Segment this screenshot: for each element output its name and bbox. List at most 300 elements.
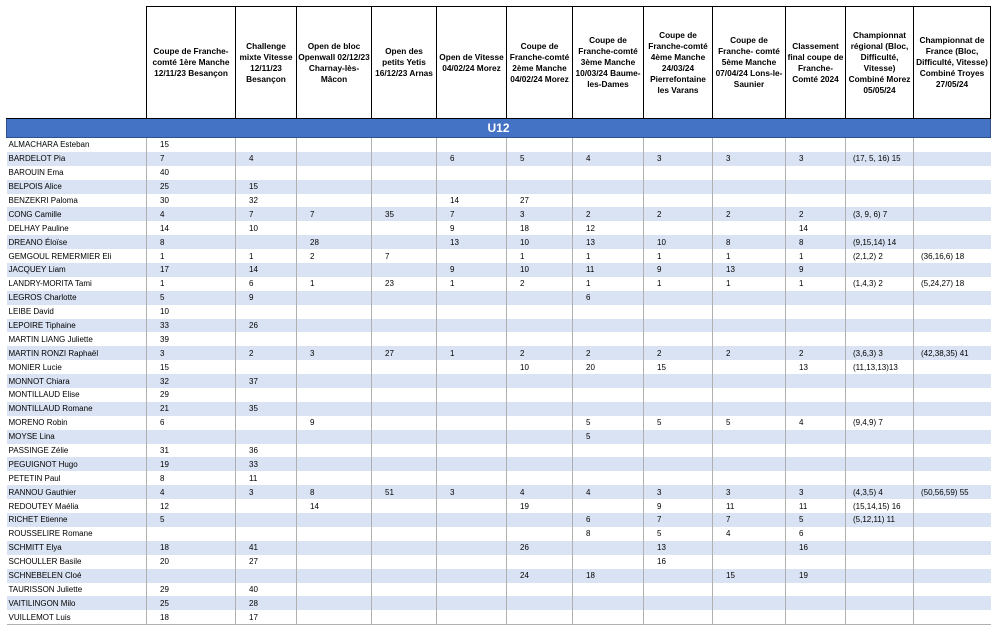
result-cell [236,569,297,583]
result-cell [507,555,573,569]
result-cell [507,319,573,333]
result-cell [644,221,713,235]
athlete-name-cell: DELHAY Pauline [7,221,147,235]
athlete-name-cell: LANDRY-MORITA Tami [7,277,147,291]
result-cell [713,305,786,319]
result-cell: (9,4,9) 7 [846,416,914,430]
result-cell [644,388,713,402]
result-cell: 3 [786,485,846,499]
result-cell: 6 [437,152,507,166]
result-cell [786,555,846,569]
result-cell [914,207,991,221]
athlete-name-cell: MOYSE Lina [7,430,147,444]
result-cell: 23 [372,277,437,291]
athlete-row [7,332,991,346]
result-cell: 14 [147,221,236,235]
result-cell [846,194,914,208]
result-cell: 40 [147,166,236,180]
column-header: Coupe de Franche-comté 3ème Manche 10/03/24 Baume-les-Dames [573,7,644,119]
result-cell [573,471,644,485]
result-cell: 2 [507,277,573,291]
result-cell: 19 [507,499,573,513]
result-cell [236,138,297,152]
result-cell [437,430,507,444]
result-cell: 1 [507,249,573,263]
result-cell [914,305,991,319]
result-cell [507,374,573,388]
result-cell: 5 [644,527,713,541]
result-cell: (4,3,5) 4 [846,485,914,499]
result-cell [644,194,713,208]
result-cell [437,180,507,194]
result-cell: 15 [713,569,786,583]
result-cell [713,457,786,471]
result-cell [236,360,297,374]
athlete-name-cell: ALMACHARA Esteban [7,138,147,152]
result-cell [573,583,644,597]
result-cell [437,596,507,610]
result-cell [846,374,914,388]
result-cell [507,305,573,319]
result-cell [147,569,236,583]
result-cell [236,305,297,319]
result-cell: 29 [147,388,236,402]
result-cell: 10 [147,305,236,319]
result-cell [437,541,507,555]
result-cell [914,457,991,471]
result-cell [437,513,507,527]
result-cell: 32 [147,374,236,388]
athlete-row [7,457,991,471]
result-cell [507,596,573,610]
result-cell [713,332,786,346]
result-cell [573,457,644,471]
result-cell [644,471,713,485]
result-cell [437,305,507,319]
result-cell: 8 [297,485,372,499]
result-cell: 7 [297,207,372,221]
result-cell: 3 [147,346,236,360]
athlete-name-cell: VUILLEMOT Luis [7,610,147,624]
result-cell: (5,24,27) 18 [914,277,991,291]
athlete-row [7,207,991,221]
result-cell [713,166,786,180]
result-cell [573,180,644,194]
result-cell: 26 [236,319,297,333]
athlete-name-cell: MONNOT Chiara [7,374,147,388]
result-cell: (42,38,35) 41 [914,346,991,360]
result-cell [914,499,991,513]
athlete-name-cell: BAROUIN Ema [7,166,147,180]
result-cell: 3 [507,207,573,221]
athlete-name-cell: MARTIN RONZI Raphaël [7,346,147,360]
result-cell [644,583,713,597]
result-cell [372,152,437,166]
result-cell: (5,12,11) 11 [846,513,914,527]
result-cell [914,596,991,610]
athlete-name-cell: MONTILLAUD Romane [7,402,147,416]
result-cell: 17 [236,610,297,624]
result-cell [573,499,644,513]
result-cell [297,430,372,444]
result-cell [372,444,437,458]
result-cell [236,513,297,527]
result-cell: 5 [713,416,786,430]
athlete-row [7,583,991,597]
result-cell: 16 [786,541,846,555]
result-cell [846,541,914,555]
result-cell [507,430,573,444]
result-cell [297,555,372,569]
result-cell [297,319,372,333]
result-cell: 1 [236,249,297,263]
result-cell [914,583,991,597]
result-cell: 9 [786,263,846,277]
result-cell [437,610,507,624]
column-header: Coupe de Franche-comté 2ème Manche 04/02/24 Morez [507,7,573,119]
result-cell [437,555,507,569]
athlete-name-cell: SCHOULLER Basile [7,555,147,569]
result-cell [437,444,507,458]
result-cell [846,305,914,319]
result-cell [297,541,372,555]
result-cell: 5 [644,416,713,430]
result-cell: 8 [573,527,644,541]
result-cell [644,332,713,346]
result-cell [914,402,991,416]
result-cell [713,360,786,374]
result-cell [437,360,507,374]
result-cell [846,263,914,277]
result-cell: 14 [236,263,297,277]
result-cell [372,430,437,444]
result-cell [297,457,372,471]
athlete-row [7,180,991,194]
column-header: Championnat de France (Bloc, Difficulté, Vitesse) Combiné Troyes 27/05/24 [914,7,991,119]
result-cell [846,527,914,541]
result-cell [713,221,786,235]
result-cell [573,402,644,416]
result-cell [297,444,372,458]
result-cell [713,180,786,194]
athlete-name-cell: SCHMITT Elya [7,541,147,555]
result-cell [297,569,372,583]
athlete-row [7,471,991,485]
result-cell: 18 [147,541,236,555]
athlete-row [7,374,991,388]
result-cell [786,291,846,305]
result-cell: 1 [437,277,507,291]
result-cell [914,374,991,388]
result-cell [914,555,991,569]
result-cell: 1 [147,249,236,263]
result-cell [644,444,713,458]
result-cell: 13 [713,263,786,277]
result-cell [713,444,786,458]
results-spreadsheet [6,6,990,625]
result-cell: 19 [786,569,846,583]
result-cell [846,583,914,597]
result-cell [372,166,437,180]
result-cell [713,138,786,152]
result-cell: 1 [644,249,713,263]
result-cell: 4 [713,527,786,541]
result-cell [786,596,846,610]
result-cell: 1 [713,277,786,291]
result-cell: (1,4,3) 2 [846,277,914,291]
result-cell: 3 [437,485,507,499]
athlete-name-cell: SCHNEBELEN Cloé [7,569,147,583]
column-header: Coupe de Franche-comté 1ère Manche 12/11/23 Besançon [147,7,236,119]
result-cell [372,416,437,430]
result-cell: 10 [644,235,713,249]
result-cell [297,527,372,541]
result-cell [372,263,437,277]
result-cell [372,555,437,569]
result-cell: 9 [236,291,297,305]
result-cell [297,332,372,346]
result-cell [573,166,644,180]
column-header: Coupe de Franche- comté 5ème Manche 07/04/24 Lons-le- Saunier [713,7,786,119]
result-cell: 1 [437,346,507,360]
result-cell: 20 [147,555,236,569]
result-cell: 7 [236,207,297,221]
result-cell [437,499,507,513]
result-cell: 13 [437,235,507,249]
result-cell [786,402,846,416]
result-cell: 9 [644,263,713,277]
result-cell [846,610,914,624]
result-cell [297,374,372,388]
athlete-row [7,416,991,430]
athlete-name-cell: REDOUTEY Maélia [7,499,147,513]
result-cell: 33 [147,319,236,333]
result-cell [573,596,644,610]
result-cell: 10 [236,221,297,235]
result-cell [644,430,713,444]
result-cell [644,305,713,319]
result-cell [914,194,991,208]
result-cell: 41 [236,541,297,555]
header-row [7,7,991,119]
result-cell: 7 [372,249,437,263]
athlete-row [7,541,991,555]
result-cell: 15 [644,360,713,374]
result-cell: 2 [507,346,573,360]
result-cell [914,569,991,583]
result-cell [713,430,786,444]
result-cell: 1 [644,277,713,291]
result-cell: 6 [236,277,297,291]
result-cell: 3 [236,485,297,499]
athlete-row [7,277,991,291]
result-cell [644,596,713,610]
result-cell [297,402,372,416]
result-cell [507,416,573,430]
result-cell [914,388,991,402]
result-cell [573,138,644,152]
result-cell [713,194,786,208]
result-cell: 7 [437,207,507,221]
result-cell [507,388,573,402]
result-cell [846,569,914,583]
result-cell [914,471,991,485]
result-cell: 2 [236,346,297,360]
result-cell: 30 [147,194,236,208]
result-cell: 37 [236,374,297,388]
result-cell: 2 [713,346,786,360]
result-cell [573,555,644,569]
result-cell: 10 [507,235,573,249]
result-cell: 1 [297,277,372,291]
athlete-name-cell: DREANO Éloïse [7,235,147,249]
result-cell: 32 [236,194,297,208]
result-cell [914,319,991,333]
result-cell [573,610,644,624]
result-cell [786,166,846,180]
result-cell [437,402,507,416]
athlete-name-cell: TAURISSON Juliette [7,583,147,597]
result-cell: 2 [786,346,846,360]
result-cell [372,596,437,610]
result-cell: 15 [147,138,236,152]
athlete-row [7,138,991,152]
result-cell [507,180,573,194]
result-cell [507,444,573,458]
athlete-name-cell: LEIBE David [7,305,147,319]
result-cell [372,388,437,402]
result-cell: 40 [236,583,297,597]
result-cell [507,583,573,597]
result-cell [786,374,846,388]
result-cell [846,402,914,416]
result-cell [507,166,573,180]
result-cell [786,332,846,346]
result-cell [372,180,437,194]
result-cell [236,235,297,249]
athlete-name-cell: BENZEKRI Paloma [7,194,147,208]
result-cell [147,527,236,541]
result-cell [372,499,437,513]
result-cell [437,457,507,471]
column-header: Classement final coupe de Franche-Comté 2024 [786,7,846,119]
result-cell: 1 [713,249,786,263]
result-cell [437,332,507,346]
result-cell [573,332,644,346]
result-cell: 15 [147,360,236,374]
result-cell: 29 [147,583,236,597]
result-cell [846,291,914,305]
result-cell [507,332,573,346]
category-label: U12 [7,119,991,138]
column-header: Challenge mixte Vitesse 12/11/23 Besançon [236,7,297,119]
category-band [7,119,991,138]
athlete-name-cell: BELPOIS Alice [7,180,147,194]
result-cell [914,610,991,624]
result-cell [914,166,991,180]
result-cell [914,430,991,444]
result-cell: 2 [644,346,713,360]
result-cell [786,471,846,485]
result-cell [236,166,297,180]
result-cell [236,499,297,513]
result-cell [437,569,507,583]
athlete-name-cell: BARDELOT Pia [7,152,147,166]
result-cell [297,194,372,208]
result-cell [846,388,914,402]
athlete-name-cell: VAITILINGON Milo [7,596,147,610]
result-cell [372,583,437,597]
result-cell: 39 [147,332,236,346]
result-cell [372,319,437,333]
result-cell [297,360,372,374]
athlete-name-cell: RICHET Etienne [7,513,147,527]
result-cell [846,444,914,458]
athlete-name-cell: JACQUEY Liam [7,263,147,277]
result-cell: 15 [236,180,297,194]
result-cell [786,319,846,333]
result-cell: 26 [507,541,573,555]
result-cell [786,305,846,319]
result-cell: 11 [786,499,846,513]
result-cell [644,402,713,416]
result-cell: 11 [573,263,644,277]
result-cell: 2 [644,207,713,221]
header-corner-blank [7,7,147,119]
athlete-row [7,166,991,180]
result-cell [846,166,914,180]
athlete-name-cell: GEMGOUL REMERMIER Eli [7,249,147,263]
result-cell [713,596,786,610]
result-cell [372,527,437,541]
result-cell: 14 [786,221,846,235]
result-cell [297,610,372,624]
result-cell [644,457,713,471]
result-cell [914,332,991,346]
result-cell: 7 [147,152,236,166]
result-cell: 11 [713,499,786,513]
result-cell [297,388,372,402]
result-cell: 1 [147,277,236,291]
result-cell [573,541,644,555]
result-cell: 3 [713,485,786,499]
result-cell [846,180,914,194]
result-cell: 20 [573,360,644,374]
result-cell [437,319,507,333]
athlete-row [7,430,991,444]
column-header: Open de bloc Openwall 02/12/23 Charnay-lès-Mâcon [297,7,372,119]
athlete-rows [7,138,991,625]
result-cell [713,471,786,485]
result-cell: 10 [507,263,573,277]
athlete-row [7,249,991,263]
result-cell: 31 [147,444,236,458]
result-cell [437,416,507,430]
result-cell [786,388,846,402]
result-cell [372,374,437,388]
athlete-row [7,194,991,208]
result-cell [914,416,991,430]
result-cell: 7 [713,513,786,527]
result-cell [914,138,991,152]
result-cell: 3 [644,485,713,499]
result-cell [437,249,507,263]
result-cell [644,374,713,388]
result-cell: 4 [573,152,644,166]
athlete-name-cell: MORENO Robin [7,416,147,430]
result-cell [297,596,372,610]
athlete-name-cell: MONIER Lucie [7,360,147,374]
